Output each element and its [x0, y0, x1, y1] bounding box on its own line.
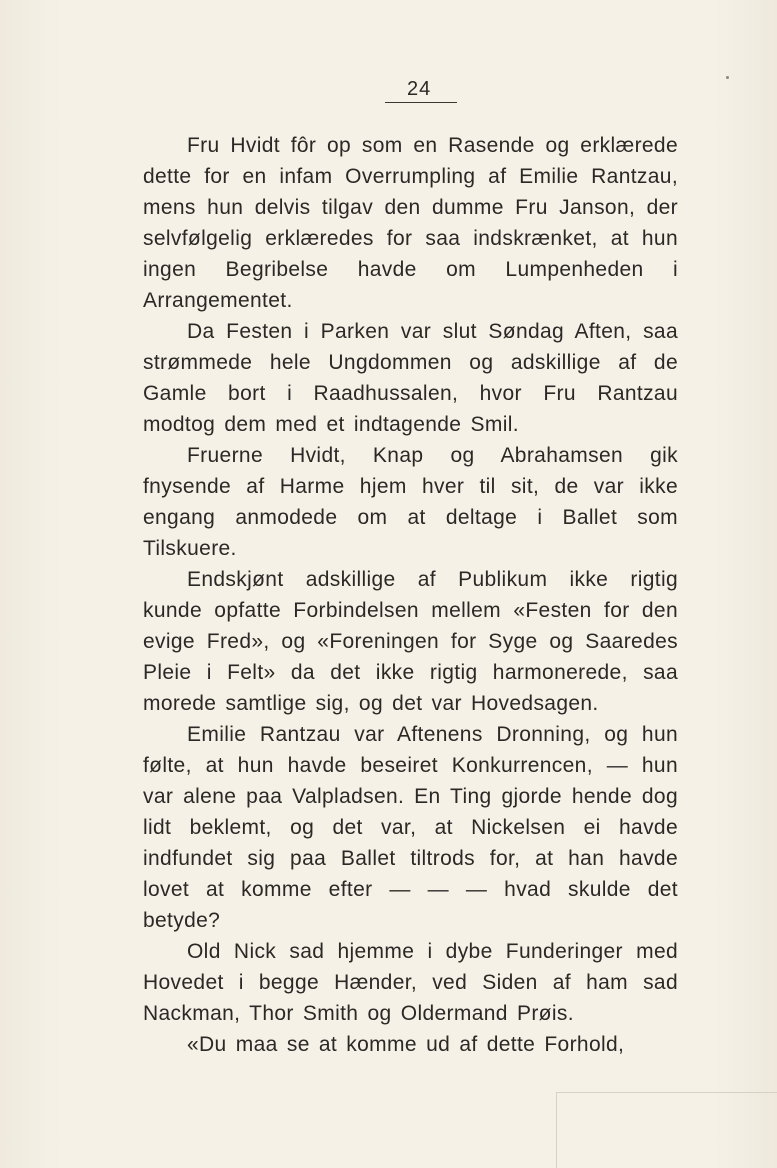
paragraph-7: «Du maa se at komme ud af dette Forhold,	[187, 1033, 625, 1056]
page-number: 24	[385, 76, 457, 103]
paragraph-2: Da Festen i Parken var slut Søndag Aften, saa strømmede hele Ungdommen og adskillige af de Gamle bort i Raadhussalen, hvor Fru Rantzau modtog dem med et indtagende Smil.	[143, 320, 678, 436]
paragraph-6: Old Nick sad hjemme i dybe Funderinger med Hovedet i begge Hænder, ved Siden af ham sad Nackman, Thor Smith og Oldermand Prøis.	[143, 940, 678, 1025]
paragraph-1: Fru Hvidt fôr op som en Rasende og erklærede dette for en infam Overrumpling af Emilie Rantzau, mens hun delvis tilgav den dumme Fru Janson, der selvfølgelig erklæredes for saa indskrænket, at hun ingen Begribelse havde om Lumpenheden i Arrangementet.	[143, 134, 678, 312]
body-text	[143, 130, 678, 1060]
ink-speck	[726, 76, 729, 79]
paragraph-4: Endskjønt adskillige af Publikum ikke rigtig kunde opfatte Forbindelsen mellem «Festen for den evige Fred», og «Foreningen for Syge og Saaredes Pleie i Felt» da det ikke rigtig harmonerede, saa morede samtlige sig, og det var Hovedsagen.	[143, 568, 678, 715]
paragraph-5: Emilie Rantzau var Aftenens Dronning, og hun følte, at hun havde beseiret Konkurrencen, — hun var alene paa Valpladsen. En Ting gjorde hende dog lidt beklemt, og det var, at Nickelsen ei havde indfundet sig paa Ballet tiltrods for, at han havde lovet at komme efter — — — hvad skulde det betyde?	[143, 723, 678, 932]
page-edge-mark	[556, 1092, 777, 1168]
paragraph-3: Fruerne Hvidt, Knap og Abrahamsen gik fnysende af Harme hjem hver til sit, de var ikke engang anmodede om at deltage i Ballet som Tilskuere.	[143, 444, 678, 560]
